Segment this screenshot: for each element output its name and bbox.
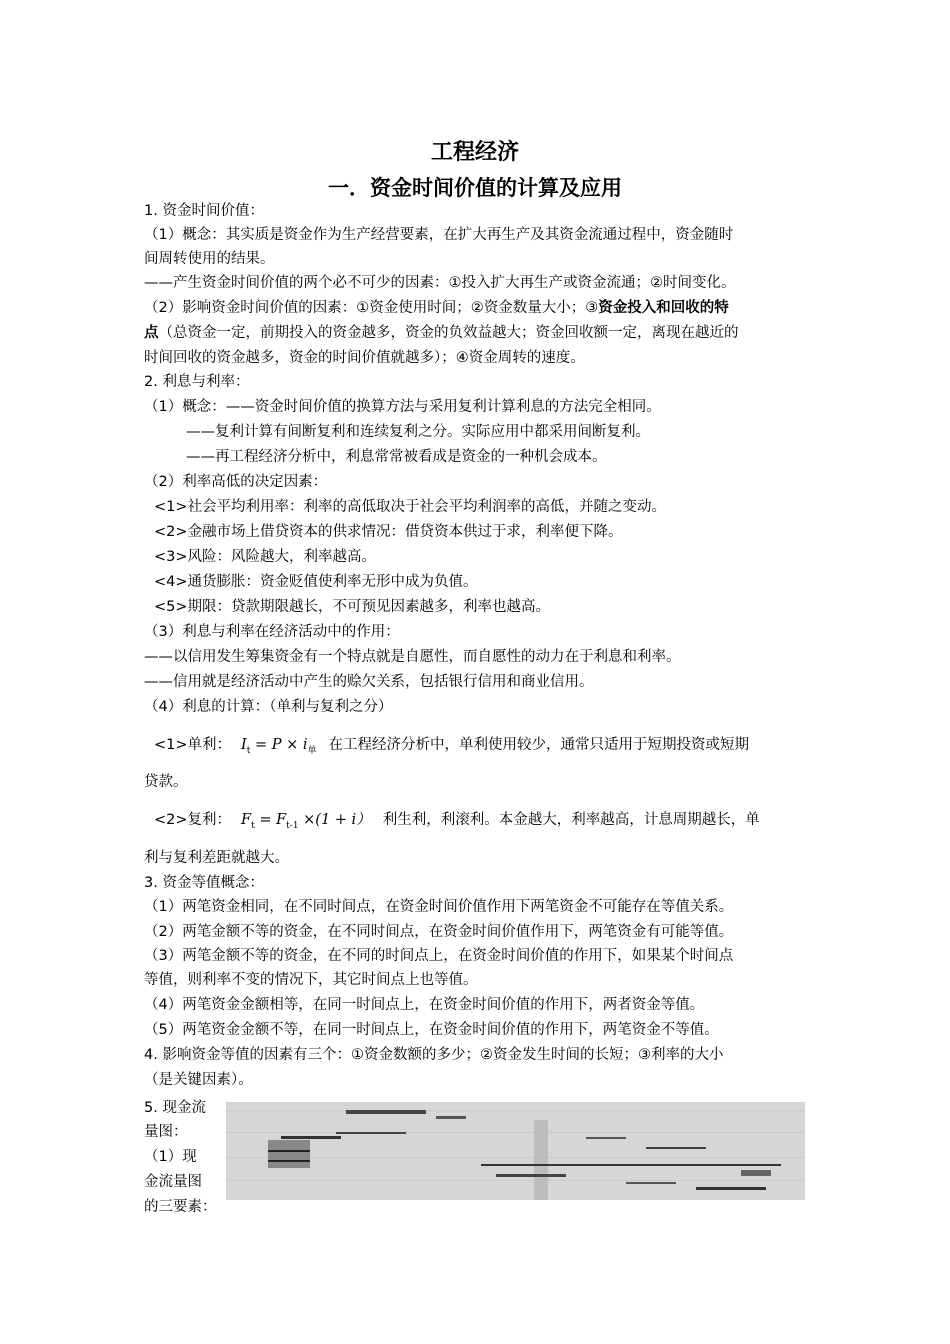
text-line: （1）概念：其实质是资金作为生产经营要素，在扩大再生产及其资金流通过程中，资金随时	[144, 227, 734, 243]
text-segment: 利生利，利滚利。本金越大，利率越高，计息周期越长，单	[382, 812, 760, 828]
text-line: 4. 影响资金等值的因素有三个：①资金数额的多少；②资金发生时间的长短；③利率的大小	[144, 1047, 724, 1063]
text-line: （3）利息与利率在经济活动中的作用：	[144, 624, 400, 640]
text-line: 金流量图	[144, 1174, 202, 1190]
text-line: （1）两笔资金相同，在不同时间点，在资金时间价值作用下两笔资金不可能存在等值关系。	[144, 899, 734, 915]
text-segment: （2）影响资金时间价值的因素：①资金使用时间；②资金数量大小；③	[144, 300, 599, 316]
figure-noise	[226, 1102, 805, 1200]
text-line: 的三要素：	[144, 1199, 217, 1215]
formula-subscript: 单	[307, 745, 317, 756]
formula-subscript: t-1	[286, 820, 299, 831]
text-line: （1）现	[144, 1149, 197, 1165]
text-line: （1）概念：——资金时间价值的换算方法与采用复利计算利息的方法完全相同。	[144, 399, 661, 415]
formula-symbol: F	[241, 812, 252, 828]
section-heading: 一．资金时间价值的计算及应用	[328, 176, 622, 200]
text-line: （4）利息的计算：（单利与复利之分）	[144, 699, 393, 715]
text-line: 利与复利差距就越大。	[144, 850, 289, 866]
formula-subscript: t	[246, 745, 251, 756]
text-line: （4）两笔资金金额相等，在同一时间点上，在资金时间价值的作用下，两者资金等值。	[144, 997, 705, 1013]
text-line	[144, 323, 816, 343]
text-segment: <1>单利：	[154, 737, 232, 753]
text-line: 时间回收的资金越多，资金的时间价值就越多）；④资金周转的速度。	[144, 350, 585, 366]
text-line: 3. 资金等值概念：	[144, 875, 264, 891]
text-line: <1>社会平均利用率：利率的高低取决于社会平均利润率的高低，并随之变动。	[154, 499, 667, 515]
text-line: <5>期限：贷款期限越长，不可预见因素越多，利率也越高。	[154, 599, 551, 615]
cash-flow-figure-image	[226, 1102, 805, 1200]
text-line: （3）两笔金额不等的资金，在不同的时间点上，在资金时间价值的作用下，如果某个时间点	[144, 948, 734, 964]
text-line: 5. 现金流	[144, 1100, 206, 1116]
text-line: ——复利计算有间断复利和连续复利之分。实际应用中都采用间断复利。	[186, 424, 650, 440]
formula-line	[154, 810, 826, 836]
bold-text: 资金投入和回收的特	[598, 300, 729, 316]
text-line: （2）利率高低的决定因素：	[144, 474, 328, 490]
simple-interest-formula	[241, 737, 317, 756]
text-line: ——再工程经济分析中，利息常常被看成是资金的一种机会成本。	[186, 449, 607, 465]
text-line: 1. 资金时间价值：	[144, 203, 264, 219]
text-segment: <2>复利：	[154, 812, 232, 828]
text-segment: 在工程经济分析中，单利使用较少，通常只适用于短期投资或短期	[328, 737, 750, 753]
formula-symbol: = P × i	[250, 737, 308, 753]
formula-symbol: I	[241, 737, 247, 753]
text-line: ——以信用发生筹集资金有一个特点就是自愿性，而自愿性的动力在于利息和利率。	[144, 649, 681, 665]
text-line: （5）两笔资金金额不等，在同一时间点上，在资金时间价值的作用下，两笔资金不等值。	[144, 1022, 719, 1038]
formula-symbol: = F	[254, 812, 287, 828]
formula-line	[154, 735, 826, 761]
text-segment: （总资金一定，前期投入的资金越多，资金的负效益越大；资金回收额一定，离现在越近的	[158, 325, 739, 341]
text-line: （2）两笔金额不等的资金，在不同时间点，在资金时间价值作用下，两笔资金有可能等值。	[144, 924, 734, 940]
text-line	[144, 298, 816, 318]
doc-title: 工程经济	[430, 140, 519, 165]
compound-interest-formula	[241, 812, 371, 831]
text-line: （是关键因素）。	[144, 1072, 253, 1088]
text-line: 等值，则利率不变的情况下，其它时间点上也等值。	[144, 972, 478, 988]
text-line: 贷款。	[144, 774, 188, 790]
bold-text: 点	[144, 325, 159, 341]
text-line: <3>风险：风险越大，利率越高。	[154, 549, 377, 565]
text-line: 间周转使用的结果。	[144, 251, 275, 267]
text-line: ——产生资金时间价值的两个必不可少的因素：①投入扩大再生产或资金流通；②时间变化。	[144, 275, 736, 291]
text-line: <4>通货膨胀：资金贬值使利率无形中成为负值。	[154, 574, 478, 590]
text-line: <2>金融市场上借贷资本的供求情况：借贷资本供过于求，利率便下降。	[154, 524, 623, 540]
formula-symbol: ×(1 + i）	[298, 812, 371, 828]
text-line: 2. 利息与利率：	[144, 374, 250, 390]
text-line: 量图：	[144, 1124, 188, 1140]
formula-subscript: t	[251, 820, 255, 831]
text-line: ——信用就是经济活动中产生的赊欠关系，包括银行信用和商业信用。	[144, 674, 594, 690]
